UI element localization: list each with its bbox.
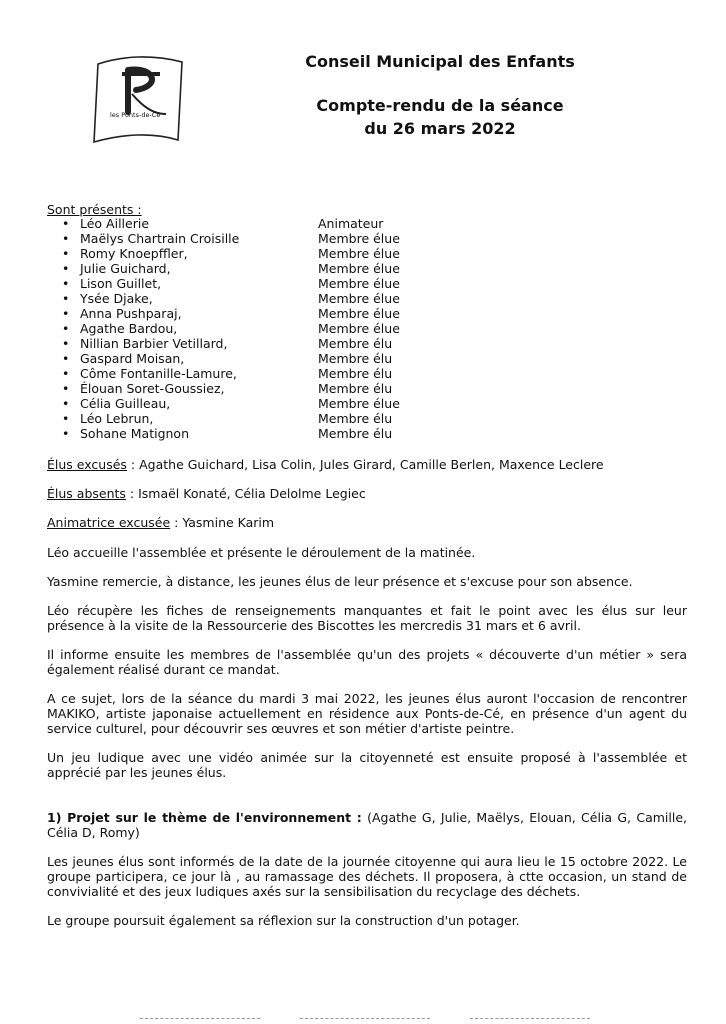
member-name: Romy Knoepffler, xyxy=(80,246,188,261)
logo-caption: les Ponts-de-Cé xyxy=(110,111,161,119)
present-label: Sont présents : xyxy=(47,202,142,217)
bullet-icon: • xyxy=(62,306,70,321)
member-role: Membre élue xyxy=(318,291,400,306)
member-row xyxy=(62,336,482,351)
member-name: Lison Guillet, xyxy=(80,276,162,291)
ponts-de-ce-logo xyxy=(92,52,188,144)
excused-line xyxy=(47,457,687,472)
bullet-icon: • xyxy=(62,246,70,261)
animator-label: Animatrice excusée xyxy=(47,515,171,530)
member-row xyxy=(62,351,482,366)
bullet-icon: • xyxy=(62,291,70,306)
member-row xyxy=(62,246,482,261)
member-name: Nillian Barbier Vetillard, xyxy=(80,336,228,351)
member-role: Membre élue xyxy=(318,276,400,291)
member-role: Membre élue xyxy=(318,261,400,276)
paragraph-thanks: Yasmine remercie, à distance, les jeunes élus de leur présence et s'excuse pour son absence. xyxy=(47,574,633,589)
bullet-icon: • xyxy=(62,231,70,246)
section-environment-members: (Agathe G, Julie, Maëlys, Elouan, Célia G, Camille, Célia D, Romy) xyxy=(47,810,687,840)
member-name: Gaspard Moisan, xyxy=(80,351,185,366)
section-environment-heading xyxy=(47,810,687,840)
animator-text: : Yasmine Karim xyxy=(170,515,275,530)
member-name: Julie Guichard, xyxy=(80,261,171,276)
bullet-icon: • xyxy=(62,321,70,336)
member-name: Maëlys Chartrain Croisille xyxy=(80,231,240,246)
member-name: Côme Fontanille-Lamure, xyxy=(80,366,237,381)
session-date: du 26 mars 2022 xyxy=(364,119,516,138)
bullet-icon: • xyxy=(62,351,70,366)
bullet-icon: • xyxy=(62,366,70,381)
member-role: Membre élue xyxy=(318,306,400,321)
bullet-icon: • xyxy=(62,426,70,441)
member-name: Ysée Djake, xyxy=(80,291,153,306)
paragraph-makiko: A ce sujet, lors de la séance du mardi 3 mai 2022, les jeunes élus auront l'occasion de rencontrer MAKIKO, artiste japonaise actuellement en résidence aux Ponts-de-Cé, en présence d'un agent du service culturel, pour découvrir ses œuvres et son métier d'artiste peintre. xyxy=(47,691,687,736)
paragraph-garden: Le groupe poursuit également sa réflexion sur la construction d'un potager. xyxy=(47,913,520,928)
member-row xyxy=(62,231,482,246)
member-name: Élouan Soret-Goussiez, xyxy=(80,381,225,396)
document-title: Conseil Municipal des Enfants xyxy=(305,52,575,71)
excused-label: Élus excusés xyxy=(47,457,127,472)
member-role: Membre élu xyxy=(318,381,393,396)
section-environment-title: 1) Projet sur le thème de l'environnement : xyxy=(47,810,362,825)
member-row xyxy=(62,261,482,276)
paragraph-forms: Léo récupère les fiches de renseignements manquantes et fait le point avec les élus sur leur présence à la visite de la Ressourcerie des Biscottes les mercredis 31 mars et 6 avril. xyxy=(47,603,687,633)
member-name: Célia Guilleau, xyxy=(80,396,171,411)
bullet-icon: • xyxy=(62,336,70,351)
animator-line xyxy=(47,515,687,530)
member-role: Membre élue xyxy=(318,321,400,336)
member-name: Anna Pushparaj, xyxy=(80,306,182,321)
member-row xyxy=(62,321,482,336)
bullet-icon: • xyxy=(62,216,70,231)
member-row xyxy=(62,291,482,306)
member-role: Animateur xyxy=(318,216,384,231)
paragraph-game: Un jeu ludique avec une vidéo animée sur la citoyenneté est ensuite proposé à l'assemblée et apprécié par les jeunes élus. xyxy=(47,750,687,780)
member-role: Membre élu xyxy=(318,366,393,381)
absent-text: : Ismaël Konaté, Célia Delolme Legiec xyxy=(125,486,366,501)
member-name: Léo Aillerie xyxy=(80,216,150,231)
member-name: Agathe Bardou, xyxy=(80,321,178,336)
bullet-icon: • xyxy=(62,411,70,426)
member-role: Membre élue xyxy=(318,396,400,411)
footer-scan-line xyxy=(300,1018,430,1019)
member-role: Membre élu xyxy=(318,411,393,426)
member-role: Membre élu xyxy=(318,426,393,441)
member-role: Membre élu xyxy=(318,336,393,351)
paragraph-citizen-day: Les jeunes élus sont informés de la date de la journée citoyenne qui aura lieu le 15 octobre 2022. Le groupe participera, ce jour là , au ramassage des déchets. Il proposera, à ctte occasion, un stand de convivialité et des jeux ludiques axés sur la sensibilisation du recyclage des déchets. xyxy=(47,854,687,899)
member-list xyxy=(62,216,482,441)
member-row xyxy=(62,306,482,321)
excused-text: : Agathe Guichard, Lisa Colin, Jules Girard, Camille Berlen, Maxence Leclere xyxy=(126,457,604,472)
member-name: Léo Lebrun, xyxy=(80,411,154,426)
member-row xyxy=(62,396,482,411)
member-row xyxy=(62,216,482,231)
member-row xyxy=(62,366,482,381)
member-row xyxy=(62,426,482,441)
absent-line xyxy=(47,486,687,501)
document-subtitle: Compte-rendu de la séance xyxy=(316,96,564,115)
member-role: Membre élu xyxy=(318,351,393,366)
member-name: Sohane Matignon xyxy=(80,426,189,441)
absent-label: Élus absents xyxy=(47,486,126,501)
footer-scan-line xyxy=(470,1018,590,1019)
bullet-icon: • xyxy=(62,381,70,396)
paragraph-project: Il informe ensuite les membres de l'assemblée qu'un des projets « découverte d'un métier » sera également réalisé durant ce mandat. xyxy=(47,647,687,677)
bullet-icon: • xyxy=(62,396,70,411)
footer-scan-line xyxy=(140,1018,260,1019)
member-row xyxy=(62,411,482,426)
member-role: Membre élue xyxy=(318,231,400,246)
paragraph-welcome: Léo accueille l'assemblée et présente le déroulement de la matinée. xyxy=(47,545,476,560)
bullet-icon: • xyxy=(62,261,70,276)
member-role: Membre élue xyxy=(318,246,400,261)
member-row xyxy=(62,381,482,396)
bullet-icon: • xyxy=(62,276,70,291)
member-row xyxy=(62,276,482,291)
